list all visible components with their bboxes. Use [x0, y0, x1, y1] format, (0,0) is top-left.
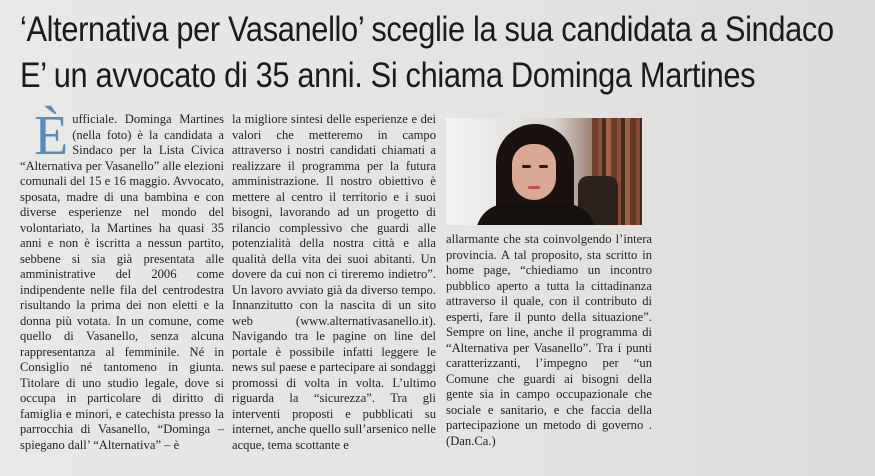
article-column-3	[446, 232, 652, 449]
article-column-1	[20, 105, 224, 453]
right-eye-shape	[539, 165, 548, 168]
article-column-2	[232, 112, 436, 453]
column-2-text: la migliore sintesi delle esperienze e dei valori che metteremo in campo attraverso i nostri candidati chiamati a realizzare il programma per la futura amministrazione. Il nostro obiettivo è mettere al centro il territorio e i suoi bisogni, lavorando ad un progetto di rilancio complessivo che guardi alle potenzialità della nostra città e alla qualità della vita dei suoi abitanti. Un dovere da cui non ci tireremo indietro”. Un lavoro avviato già da diverso tempo. Innanzitutto con la nascita di un sito web (www.alternativasanello.it). Navigando tra le pagine on line del portale è possibile infatti leggere le news sul paese e partecipare ai sondaggi promossi di volta in volta. L’ultimo riguarda la “sicurezza”. Tra gli interventi proposti e pubblicati su internet, anche quello sull’arsenico nelle acque, tema scottante e	[232, 112, 436, 452]
headline-line-1: ‘Alternativa per Vasanello’ sceglie la sua candidata a Sindaco	[20, 10, 834, 49]
shoulders-shape	[476, 204, 596, 225]
candidate-photo	[446, 118, 642, 225]
headline-line-2: E’ un avvocato di 35 anni. Si chiama Dominga Martines	[20, 56, 756, 95]
column-1-text: ufficiale. Dominga Martines (nella foto) è la candidata a Sindaco per la Lista Civica “Alternativa per Vasanello” alle elezioni comunali del 15 e 16 maggio. Avvocato, sposata, madre di una bambina e con diverse esperienze nel mondo del volontariato, la Martines ha quasi 35 anni e non è iscritta a nessun partito, sebbene si sia già presentata alle amministrative del 2006 come indipendente nelle fila del centrodestra risultando la prima dei non eletti e la donna più votata. In un comune, come quello di Vasanello, senza alcuna rappresentanza al femminile. Né in Consiglio né tantomeno in giunta. Titolare di uno studio legale, dove si occupa in particolare di diritto di famiglia e minori, e catechista presso la parrocchia di Vasanello, “Dominga – spiegano dall’ “Alternativa” – è	[20, 112, 224, 452]
column-3-text: allarmante che sta coinvolgendo l’intera provincia. A tal proposito, sta scritto in home page, “chiediamo un incontro pubblico aperto a tutta la cittadinanza attraverso il quale, con il contributo di esperti, fare il punto della situazione”. Sempre on line, anche il programma di “Alternativa per Vasanello”. Tra i punti caratterizzanti, l’impegno per “un Comune che guardi ai bisogni della gente sia in campo occupazionale che sociale e sanitario, e che faccia della partecipazione un metodo di governo . (Dan.Ca.)	[446, 232, 652, 448]
face-shape	[512, 144, 556, 200]
mouth-shape	[528, 186, 540, 189]
drop-cap: È	[34, 105, 69, 167]
left-eye-shape	[522, 165, 531, 168]
